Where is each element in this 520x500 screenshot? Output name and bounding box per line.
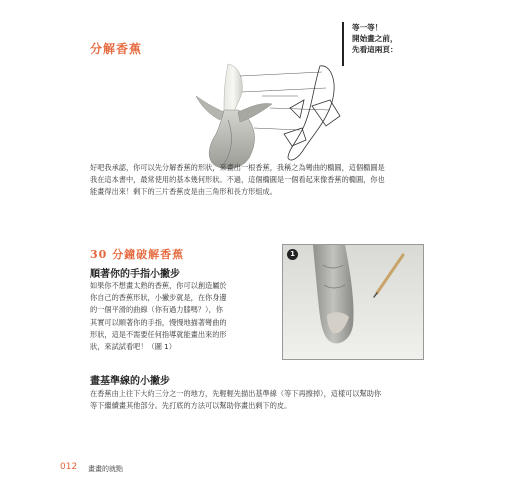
guide-lines bbox=[240, 72, 330, 130]
book-title: 畫畫的就點 bbox=[88, 465, 123, 473]
step2-heading: 畫基準線的小撇步 bbox=[90, 376, 170, 387]
step1-text bbox=[90, 280, 270, 353]
paragraph-line: 我在這本書中，最常使用的基本幾何形狀。不過，這個橢圓是一個看起來像香蕉的橢圓，你也 bbox=[90, 175, 385, 185]
section1-paragraph bbox=[90, 162, 430, 199]
section2-title: 30 分鐘破解香蕉 bbox=[90, 248, 185, 261]
step1-line: 你自己的香蕉形狀，小撇步就是，在你身邊 bbox=[90, 293, 227, 303]
step1-line: 的一個平滑的曲線（你有過力膝嗎？），你 bbox=[90, 305, 223, 315]
step2-text bbox=[90, 388, 430, 412]
step2-line: 在香蕉由上往下大約三分之一的地方，先輕輕先描出基準線（等下再擦掉），這樣可以幫助你 bbox=[90, 389, 382, 398]
step1-line: 狀，來試試看吧！（圖 1） bbox=[90, 342, 176, 352]
figure-number-badge: 1 bbox=[287, 249, 298, 260]
step1-line: 其實可以順著你的手指，慢慢地描著彎曲的 bbox=[90, 317, 227, 327]
banana-breakdown-illustration bbox=[180, 56, 380, 176]
step1-line: 如果你不想畫太熟的香蕉，你可以創造屬於 bbox=[90, 281, 227, 290]
note-line: 開始畫之前， bbox=[352, 34, 398, 43]
page-number: 012 bbox=[60, 462, 78, 472]
paragraph-line: 好吧我承認，你可以先分解香蕉的形狀，來畫出一根香蕉，我稱之為彎曲的橢圓，這個橢圓是 bbox=[90, 163, 385, 172]
step2-line: 等下繼續畫其他部分。先打底的方法可以幫助你畫出剩下的皮。 bbox=[90, 401, 292, 411]
finger-drawing-image bbox=[283, 245, 423, 359]
figure-1-photo bbox=[282, 244, 424, 360]
note-box bbox=[352, 22, 398, 55]
banana-photo bbox=[196, 64, 272, 169]
step1-heading: 順著你的手指小撇步 bbox=[90, 269, 180, 280]
note-line: 先看這兩頁： bbox=[352, 45, 398, 54]
banana-line-drawing bbox=[284, 66, 340, 160]
paragraph-line: 能畫得出來！剩下的三片香蕉皮是由三角形和長方形組成。 bbox=[90, 187, 277, 197]
section1-title: 分解香蕉 bbox=[90, 42, 143, 56]
step1-line: 形狀，這是不需要任何指導就能畫出來的形 bbox=[90, 329, 227, 339]
note-line: 等一等！ bbox=[352, 23, 383, 32]
